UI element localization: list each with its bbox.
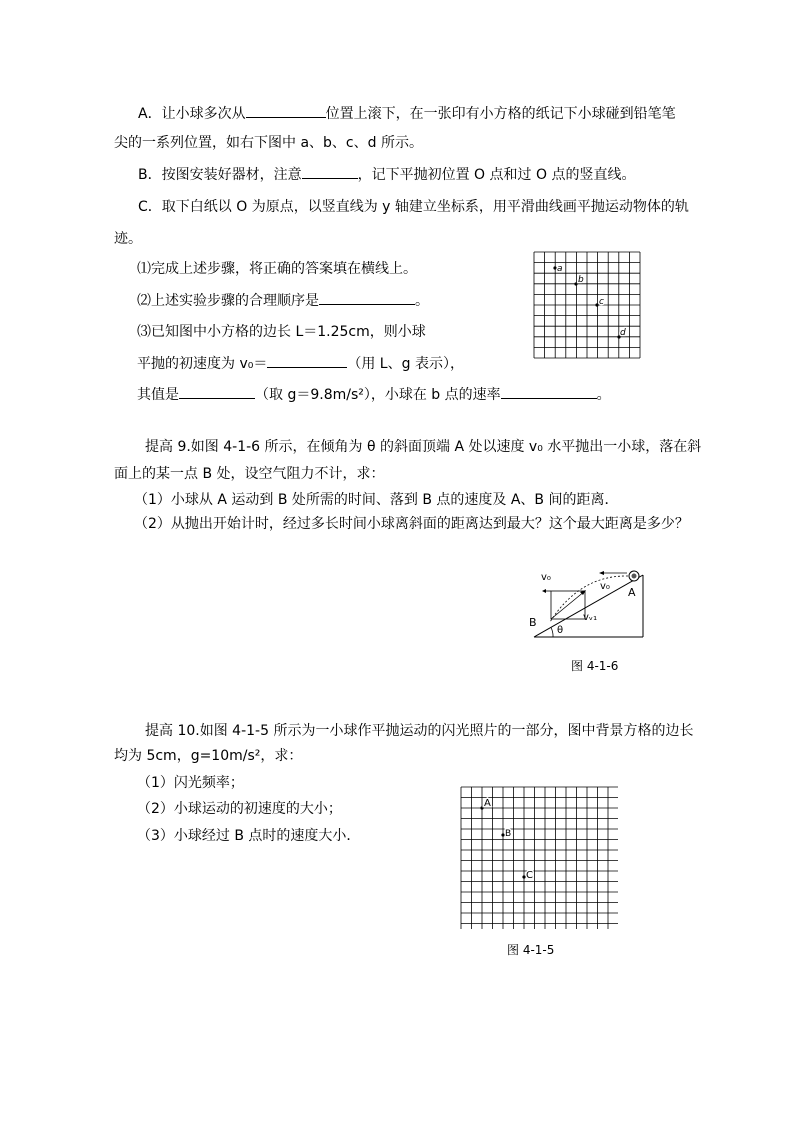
question-1: ⑴完成上述步骤，将正确的答案填在横线上。 xyxy=(137,261,417,277)
question-3-value-prefix: 其值是 xyxy=(137,387,179,403)
question-3-value-mid: （取 g＝9.8m/s²），小球在 b 点的速率 xyxy=(255,387,501,403)
label-point-B: B xyxy=(505,829,512,839)
flash-photo-grid xyxy=(461,787,619,930)
step-c-line2: 迹。 xyxy=(114,231,142,247)
arrow-head-v0-left xyxy=(542,589,546,593)
question-2-suffix: 。 xyxy=(415,293,429,309)
answer-blank-speed-b[interactable] xyxy=(501,384,597,399)
question-3-v0-suffix: （用 L、g 表示）， xyxy=(347,356,464,372)
step-a-prefix: A．让小球多次从 xyxy=(138,106,246,122)
problem-9-line1: 提高 9.如图 4-1-6 所示，在倾角为 θ 的斜面顶端 A 处以速度 v₀ 水平抛出一小球，落在斜 xyxy=(145,439,702,455)
incline-figure xyxy=(515,565,650,640)
figure-4-1-6-caption: 图 4-1-6 xyxy=(571,659,619,673)
label-point-A: A xyxy=(484,798,491,809)
label-v0-right: v₀ xyxy=(600,581,610,592)
step-b-suffix: ，记下平抛初位置 O 点和过 O 点的竖直线。 xyxy=(357,167,636,183)
velocity-resultant xyxy=(551,591,585,619)
question-3-v0-prefix: 平抛的初速度为 v₀＝ xyxy=(137,356,268,372)
problem-10-sub2: （2）小球运动的初速度的大小； xyxy=(137,801,342,817)
question-3-value-suffix: 。 xyxy=(596,387,611,403)
question-3-line3 xyxy=(137,384,611,405)
step-a-line2: 尖的一系列位置，如右下图中 a、b、c、d 所示。 xyxy=(114,135,423,151)
problem-9-sub2: （2）从抛出开始计时，经过多长时间小球离斜面的距离达到最大？这个最大距离是多少？ xyxy=(134,516,689,532)
label-c: c xyxy=(599,297,604,307)
answer-blank-v0[interactable] xyxy=(267,353,347,368)
problem-10-sub3: （3）小球经过 B 点时的速度大小． xyxy=(137,828,361,844)
ball-inner xyxy=(632,574,637,579)
label-A: A xyxy=(628,586,636,599)
label-B: B xyxy=(529,616,537,629)
label-theta: θ xyxy=(557,625,564,636)
label-v0-left: v₀ xyxy=(541,572,551,583)
arrow-head-v0-top xyxy=(599,571,604,575)
problem-10-sub1: （1）闪光频率； xyxy=(137,775,244,791)
question-2 xyxy=(137,290,429,311)
label-b: b xyxy=(578,275,584,285)
problem-9-sub1: （1）小球从 A 运动到 B 处所需的时间、落到 B 点的速度及 A、B 间的距离． xyxy=(134,492,619,508)
theta-arc xyxy=(551,628,553,638)
step-b-line xyxy=(138,164,635,185)
label-a: a xyxy=(557,264,563,274)
label-d: d xyxy=(620,328,626,338)
trajectory-grid-abcd xyxy=(534,252,641,359)
label-vv1: vᵥ₁ xyxy=(583,612,598,623)
answer-blank-a[interactable] xyxy=(246,103,326,118)
question-3-line1: ⑶已知图中小方格的边长 L＝1.25cm，则小球 xyxy=(137,324,426,340)
step-a-suffix: 位置上滚下，在一张印有小方格的纸记下小球碰到铅笔笔 xyxy=(325,106,676,122)
problem-10-line1: 提高 10.如图 4-1-5 所示为一小球作平抛运动的闪光照片的一部分，图中背景方格的边长 xyxy=(145,723,694,739)
label-point-C: C xyxy=(526,870,533,881)
step-b-prefix: B．按图安装好器材，注意 xyxy=(138,167,302,183)
answer-blank-value[interactable] xyxy=(179,384,255,399)
problem-9-line2: 面上的某一点 B 处，设空气阻力不计，求： xyxy=(114,466,385,482)
incline-surface xyxy=(534,575,643,637)
step-a-line1 xyxy=(138,103,676,124)
answer-blank-b[interactable] xyxy=(302,164,358,179)
figure-4-1-5-caption: 图 4-1-5 xyxy=(507,943,555,957)
question-3-line2 xyxy=(137,353,464,374)
question-2-prefix: ⑵上述实验步骤的合理顺序是 xyxy=(137,293,319,309)
problem-10-line2: 均为 5cm，g=10m/s²，求： xyxy=(114,748,303,764)
answer-blank-order[interactable] xyxy=(319,290,415,305)
step-c-line1: C．取下白纸以 O 为原点，以竖直线为 y 轴建立坐标系，用平滑曲线画平抛运动物体的轨 xyxy=(138,199,689,215)
